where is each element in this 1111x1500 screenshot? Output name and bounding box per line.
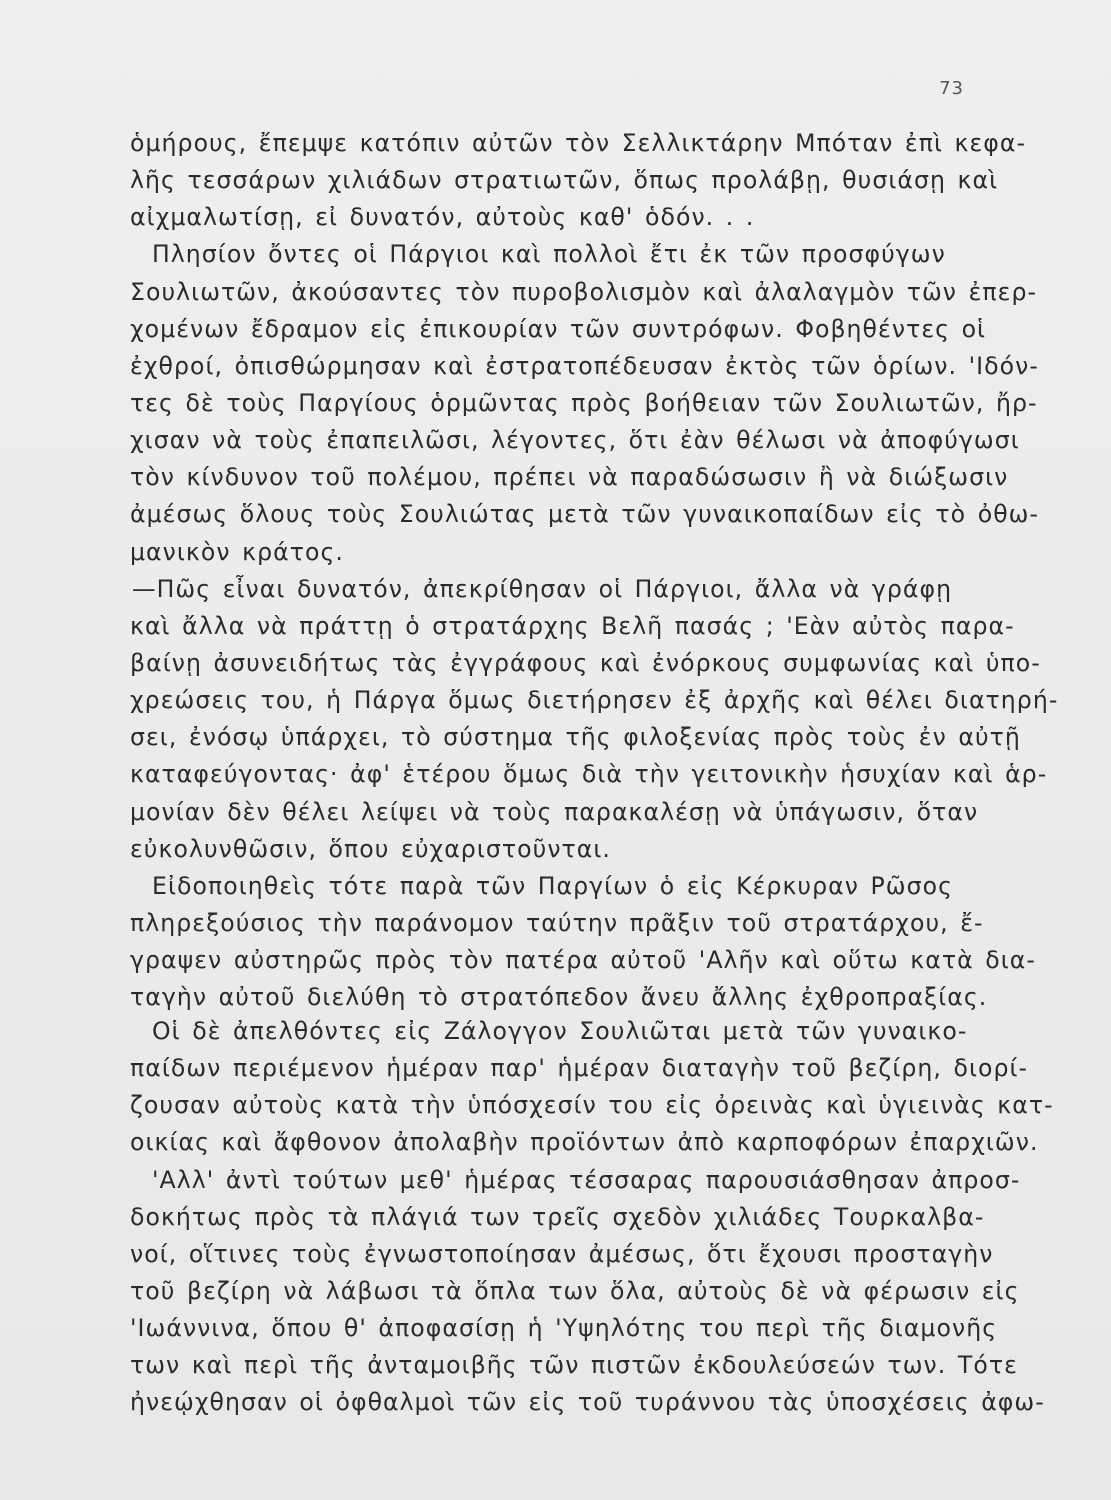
text-line: χομένων ἔδραμον εἰς ἐπικουρίαν τῶν συντρόφων. Φοβηθέντες οἱ <box>130 314 987 343</box>
text-line: τοῦ βεζίρη νὰ λάβωσι τὰ ὅπλα των ὅλα, αὐτοὺς δὲ νὰ φέρωσιν εἰς <box>130 1276 1020 1305</box>
text-line: παίδων περιέμενον ἡμέραν παρ' ἡμέραν διαταγὴν τοῦ βεζίρη, διορί- <box>130 1054 1029 1083</box>
text-line: καὶ ἄλλα νὰ πράττῃ ὁ στρατάρχης Βελῆ πασάς ; 'Εὰν αὐτὸς παρα- <box>130 611 1015 640</box>
text-line: αἰχμαλωτίσῃ, εἰ δυνατόν, αὐτοὺς καθ' ὁδόν. . . <box>130 203 755 232</box>
paragraph <box>130 571 1059 868</box>
text-line: Πλησίον ὄντες οἱ Πάργιοι καὶ πολλοὶ ἔτι ἐκ τῶν προσφύγων <box>152 240 946 269</box>
page-number: 73 <box>939 78 964 99</box>
text-line: πληρεξούσιος τὴν παράνομον ταύτην πρᾶξιν τοῦ στρατάρχου, ἔ- <box>130 908 984 937</box>
text-line: μανικὸν κράτος. <box>130 537 344 566</box>
text-line: τὸν κίνδυνον τοῦ πολέμου, πρέπει νὰ παραδώσωσιν ἢ νὰ διώξωσιν <box>130 463 1009 492</box>
paragraph <box>130 1013 1054 1162</box>
text-line: χρεώσεις του, ἡ Πάργα ὅμως διετήρησεν ἐξ ἀρχῆς καὶ θέλει διατηρή- <box>130 686 1059 715</box>
text-line: —Πῶς εἶναι δυνατόν, ἀπεκρίθησαν οἱ Πάργιοι, ἄλλα νὰ γράφῃ <box>132 574 953 603</box>
text-line: Οἱ δὲ ἀπελθόντες εἰς Ζάλογγον Σουλιῶται μετὰ τῶν γυναικο- <box>152 1017 968 1045</box>
text-line: των καὶ περὶ τῆς ἀνταμοιβῆς τῶν πιστῶν ἐκδουλεύσεών των. Τότε <box>130 1351 1018 1380</box>
text-line: σει, ἐνόσῳ ὑπάρχει, τὸ σύστημα τῆς φιλοξενίας πρὸς τοὺς ἐν αὐτῇ <box>130 723 1021 752</box>
paragraph <box>130 1162 1045 1422</box>
text-line: ἐχθροί, ὀπισθώρμησαν καὶ ἐστρατοπέδευσαν ἐκτὸς τῶν ὁρίων. 'Ιδόν- <box>130 351 1039 380</box>
paragraph <box>130 868 1036 1017</box>
text-line: βαίνῃ ἀσυνειδήτως τὰς ἐγγράφους καὶ ἐνόρκους συμφωνίας καὶ ὑπο- <box>130 648 1041 677</box>
text-line: οικίας καὶ ἄφθονον ἀπολαβὴν προϊόντων ἀπὸ καρποφόρων ἐπαρχιῶν. <box>130 1128 1039 1157</box>
text-line: δοκήτως πρὸς τὰ πλάγιά των τρεῖς σχεδὸν χιλιάδες Τουρκαλβα- <box>130 1202 985 1231</box>
text-block-lower <box>130 1013 1054 1422</box>
text-line: γραψεν αὐστηρῶς πρὸς τὸν πατέρα αὐτοῦ 'Αλῆν καὶ οὕτω κατὰ δια- <box>130 946 1036 975</box>
text-line: λῆς τεσσάρων χιλιάδων στρατιωτῶν, ὅπως προλάβῃ, θυσιάσῃ καὶ <box>130 166 999 195</box>
text-line: χισαν νὰ τοὺς ἐπαπειλῶσι, λέγοντες, ὅτι ἐὰν θέλωσι νὰ ἀποφύγωσι <box>130 426 1020 455</box>
text-line: νοί, οἵτινες τοὺς ἐγνωστοποίησαν ἀμέσως, ὅτι ἔχουσι προσταγὴν <box>130 1239 994 1268</box>
text-line: τες δὲ τοὺς Παργίους ὁρμῶντας πρὸς βοήθειαν τῶν Σουλιωτῶν, ἤρ- <box>130 388 1038 417</box>
text-line: ἀμέσως ὅλους τοὺς Σουλιώτας μετὰ τῶν γυναικοπαίδων εἰς τὸ ὀθω- <box>130 500 1040 529</box>
text-line: 'Αλλ' ἀντὶ τούτων μεθ' ἡμέρας τέσσαρας παρουσιάσθησαν ἀπροσ- <box>152 1165 1021 1194</box>
text-line: ζουσαν αὐτοὺς κατὰ τὴν ὑπόσχεσίν του εἰς ὀρεινὰς καὶ ὑγιεινὰς κατ- <box>130 1091 1054 1120</box>
text-line: ἠνεῴχθησαν οἱ ὀφθαλμοὶ τῶν εἰς τοῦ τυράννου τὰς ὑποσχέσεις ἀφω- <box>130 1388 1045 1417</box>
paragraph <box>130 125 1027 236</box>
text-line: εὐκολυνθῶσιν, ὅπου εὐχαριστοῦνται. <box>130 834 611 863</box>
text-line: μονίαν δὲν θέλει λείψει νὰ τοὺς παρακαλέσῃ νὰ ὑπάγωσιν, ὅταν <box>130 797 979 826</box>
text-line: Εἰδοποιηθεὶς τότε παρὰ τῶν Παργίων ὁ εἰς Κέρκυραν Ρῶσος <box>152 871 953 900</box>
paragraph <box>130 236 1040 570</box>
text-line: ὁμήρους, ἔπεμψε κατόπιν αὐτῶν τὸν Σελλικτάρην Μπόταν ἐπὶ κεφα- <box>130 129 1027 157</box>
text-line: 'Ιωάννινα, ὅπου θ' ἀποφασίσῃ ἡ 'Υψηλότης του περὶ τῆς διαμονῆς <box>130 1314 998 1343</box>
text-line: καταφεύγοντας· ἀφ' ἑτέρου ὅμως διὰ τὴν γειτονικὴν ἡσυχίαν καὶ ἁρ- <box>130 760 1048 789</box>
text-line: ταγὴν αὐτοῦ διελύθη τὸ στρατόπεδον ἄνευ ἄλλης ἐχθροπραξίας. <box>130 983 988 1012</box>
text-block-upper <box>130 125 1059 1016</box>
text-line: Σουλιωτῶν, ἀκούσαντες τὸν πυροβολισμὸν καὶ ἀλαλαγμὸν τῶν ἐπερ- <box>130 277 1038 306</box>
